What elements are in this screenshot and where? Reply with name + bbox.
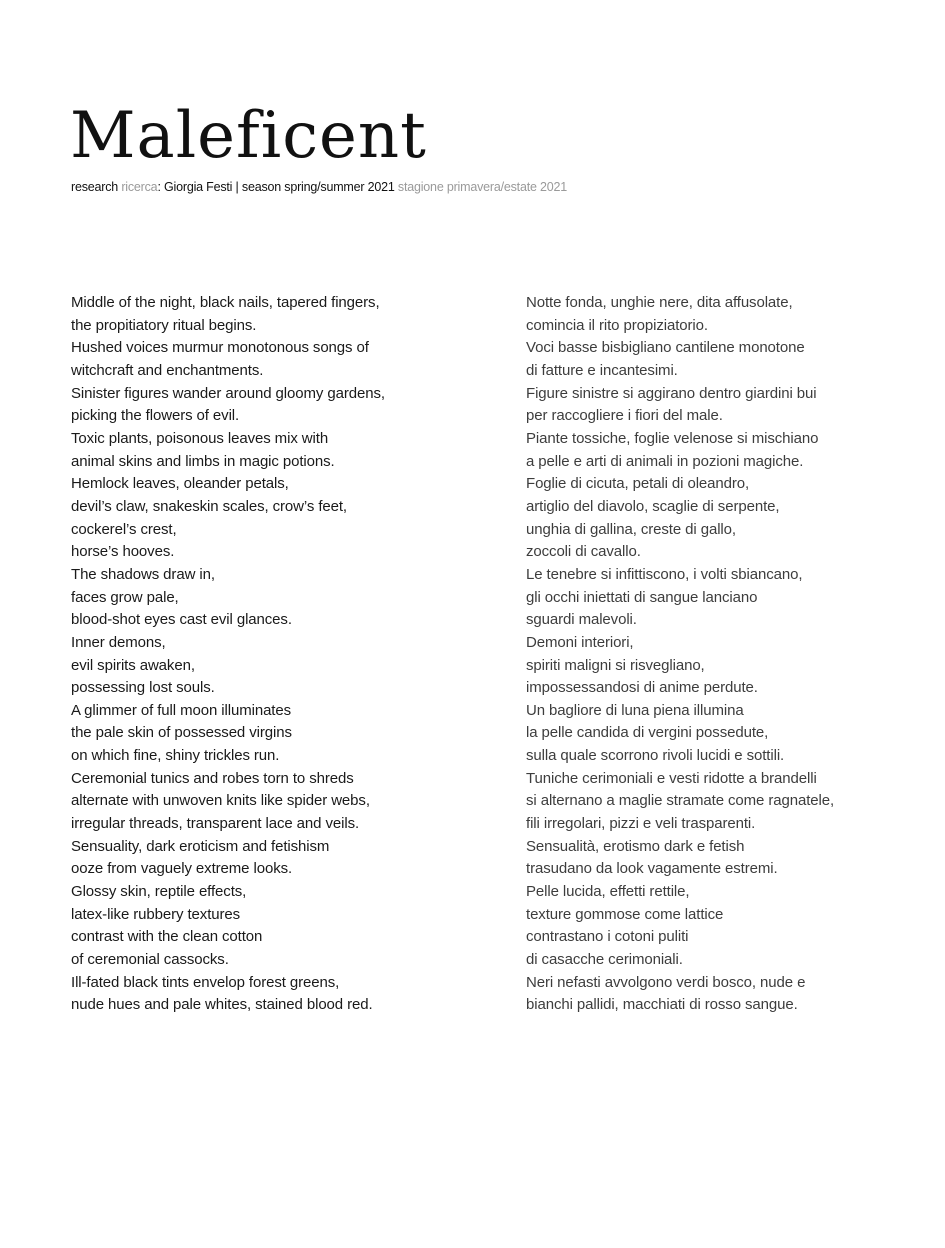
- poem-line: cockerel’s crest,: [71, 520, 177, 538]
- poem-line: blood-shot eyes cast evil glances.: [71, 611, 292, 629]
- poem-line: Un bagliore di luna piena illumina: [526, 701, 744, 719]
- poem-line: witchcraft and enchantments.: [71, 361, 264, 379]
- poem-line: contrastano i cotoni puliti: [526, 928, 689, 946]
- poem-line: ooze from vaguely extreme looks.: [71, 860, 293, 878]
- poem-italian: [526, 292, 834, 1017]
- poem-line: si alternano a maglie stramate come ragnatele,: [526, 792, 835, 810]
- poem-line: picking the flowers of evil.: [71, 407, 240, 425]
- poem-line: di casacche cerimoniali.: [526, 951, 683, 969]
- poem-line: trasudano da look vagamente estremi.: [526, 860, 778, 878]
- poem-line: A glimmer of full moon illuminates: [71, 701, 292, 719]
- poem-line: Tuniche cerimoniali e vesti ridotte a brandelli: [526, 769, 817, 787]
- researcher-name: Giorgia Festi: [164, 180, 233, 194]
- season-label-italian: stagione primavera/estate 2021: [397, 180, 568, 194]
- poem-line: Middle of the night, black nails, tapered fingers,: [71, 294, 380, 311]
- poem-line: texture gommose come lattice: [526, 905, 724, 923]
- poem-line: Hemlock leaves, oleander petals,: [71, 475, 289, 493]
- poem-line: bianchi pallidi, macchiati di rosso sangue.: [526, 996, 798, 1014]
- poem-line: Sinister figures wander around gloomy gardens,: [71, 384, 385, 402]
- poem-english: [71, 292, 385, 1017]
- poem-line: alternate with unwoven knits like spider webs,: [71, 792, 370, 810]
- poem-line: spiriti maligni si risvegliano,: [526, 656, 705, 674]
- poem-line: The shadows draw in,: [71, 565, 215, 583]
- poem-line: on which fine, shiny trickles run.: [71, 747, 280, 765]
- poem-line: Le tenebre si infittiscono, i volti sbiancano,: [526, 565, 803, 583]
- poem-line: Sensualità, erotismo dark e fetish: [526, 837, 745, 855]
- poem-line: a pelle e arti di animali in pozioni magiche.: [526, 452, 804, 470]
- research-colon: :: [157, 180, 161, 194]
- poem-line: Voci basse bisbigliano cantilene monotone: [526, 339, 805, 357]
- poem-line: nude hues and pale whites, stained blood red.: [71, 996, 373, 1014]
- poem-line: faces grow pale,: [71, 588, 179, 606]
- poem-line: comincia il rito propiziatorio.: [526, 316, 708, 334]
- poem-line: irregular threads, transparent lace and veils.: [71, 815, 360, 833]
- poem-line: Ceremonial tunics and robes torn to shreds: [71, 769, 354, 787]
- research-label: research: [71, 180, 119, 194]
- poem-line: Pelle lucida, effetti rettile,: [526, 883, 690, 901]
- poem-line: latex-like rubbery textures: [71, 905, 241, 923]
- poem-line: of ceremonial cassocks.: [71, 951, 229, 969]
- poem-line: sulla quale scorrono rivoli lucidi e sottili.: [526, 747, 785, 765]
- poem-line: Inner demons,: [71, 633, 166, 651]
- poem-line: Notte fonda, unghie nere, dita affusolate,: [526, 294, 793, 311]
- poem-line: devil’s claw, snakeskin scales, crow’s feet,: [71, 497, 348, 515]
- poem-line: impossessandosi di anime perdute.: [526, 679, 758, 697]
- poem-line: animal skins and limbs in magic potions.: [71, 452, 335, 470]
- credits-separator: |: [235, 180, 239, 194]
- poem-line: the propitiatory ritual begins.: [71, 316, 257, 334]
- poem-line: the pale skin of possessed virgins: [71, 724, 292, 742]
- poem-line: Ill-fated black tints envelop forest greens,: [71, 973, 340, 991]
- poem-line: unghia di gallina, creste di gallo,: [526, 520, 736, 538]
- poem-line: Glossy skin, reptile effects,: [71, 883, 247, 901]
- page-title: Maleficent: [70, 99, 427, 173]
- credits-line: [71, 179, 567, 195]
- poem-line: fili irregolari, pizzi e veli trasparenti.: [526, 815, 756, 833]
- poem-line: Toxic plants, poisonous leaves mix with: [71, 429, 329, 447]
- poem-line: Sensuality, dark eroticism and fetishism: [71, 837, 330, 855]
- poem-line: zoccoli di cavallo.: [526, 543, 641, 561]
- poem-line: di fatture e incantesimi.: [526, 361, 678, 379]
- research-label-italian: ricerca: [121, 180, 158, 194]
- poem-line: Demoni interiori,: [526, 633, 634, 651]
- poem-line: contrast with the clean cotton: [71, 928, 263, 946]
- poem-line: artiglio del diavolo, scaglie di serpente,: [526, 497, 780, 515]
- poem-line: Hushed voices murmur monotonous songs of: [71, 339, 369, 357]
- poem-line: la pelle candida di vergini possedute,: [526, 724, 769, 742]
- poem-line: evil spirits awaken,: [71, 656, 195, 674]
- poem-line: possessing lost souls.: [71, 679, 215, 697]
- poem-line: gli occhi iniettati di sangue lanciano: [526, 588, 758, 606]
- poem-line: Neri nefasti avvolgono verdi bosco, nude e: [526, 973, 806, 991]
- poem-line: sguardi malevoli.: [526, 611, 637, 629]
- poem-line: horse’s hooves.: [71, 543, 175, 561]
- season-label: season spring/summer 2021: [241, 180, 395, 194]
- poem-line: Foglie di cicuta, petali di oleandro,: [526, 475, 750, 493]
- poem-line: Figure sinistre si aggirano dentro giardini bui: [526, 384, 817, 402]
- poem-line: per raccogliere i fiori del male.: [526, 407, 723, 425]
- poem-line: Piante tossiche, foglie velenose si mischiano: [526, 429, 819, 447]
